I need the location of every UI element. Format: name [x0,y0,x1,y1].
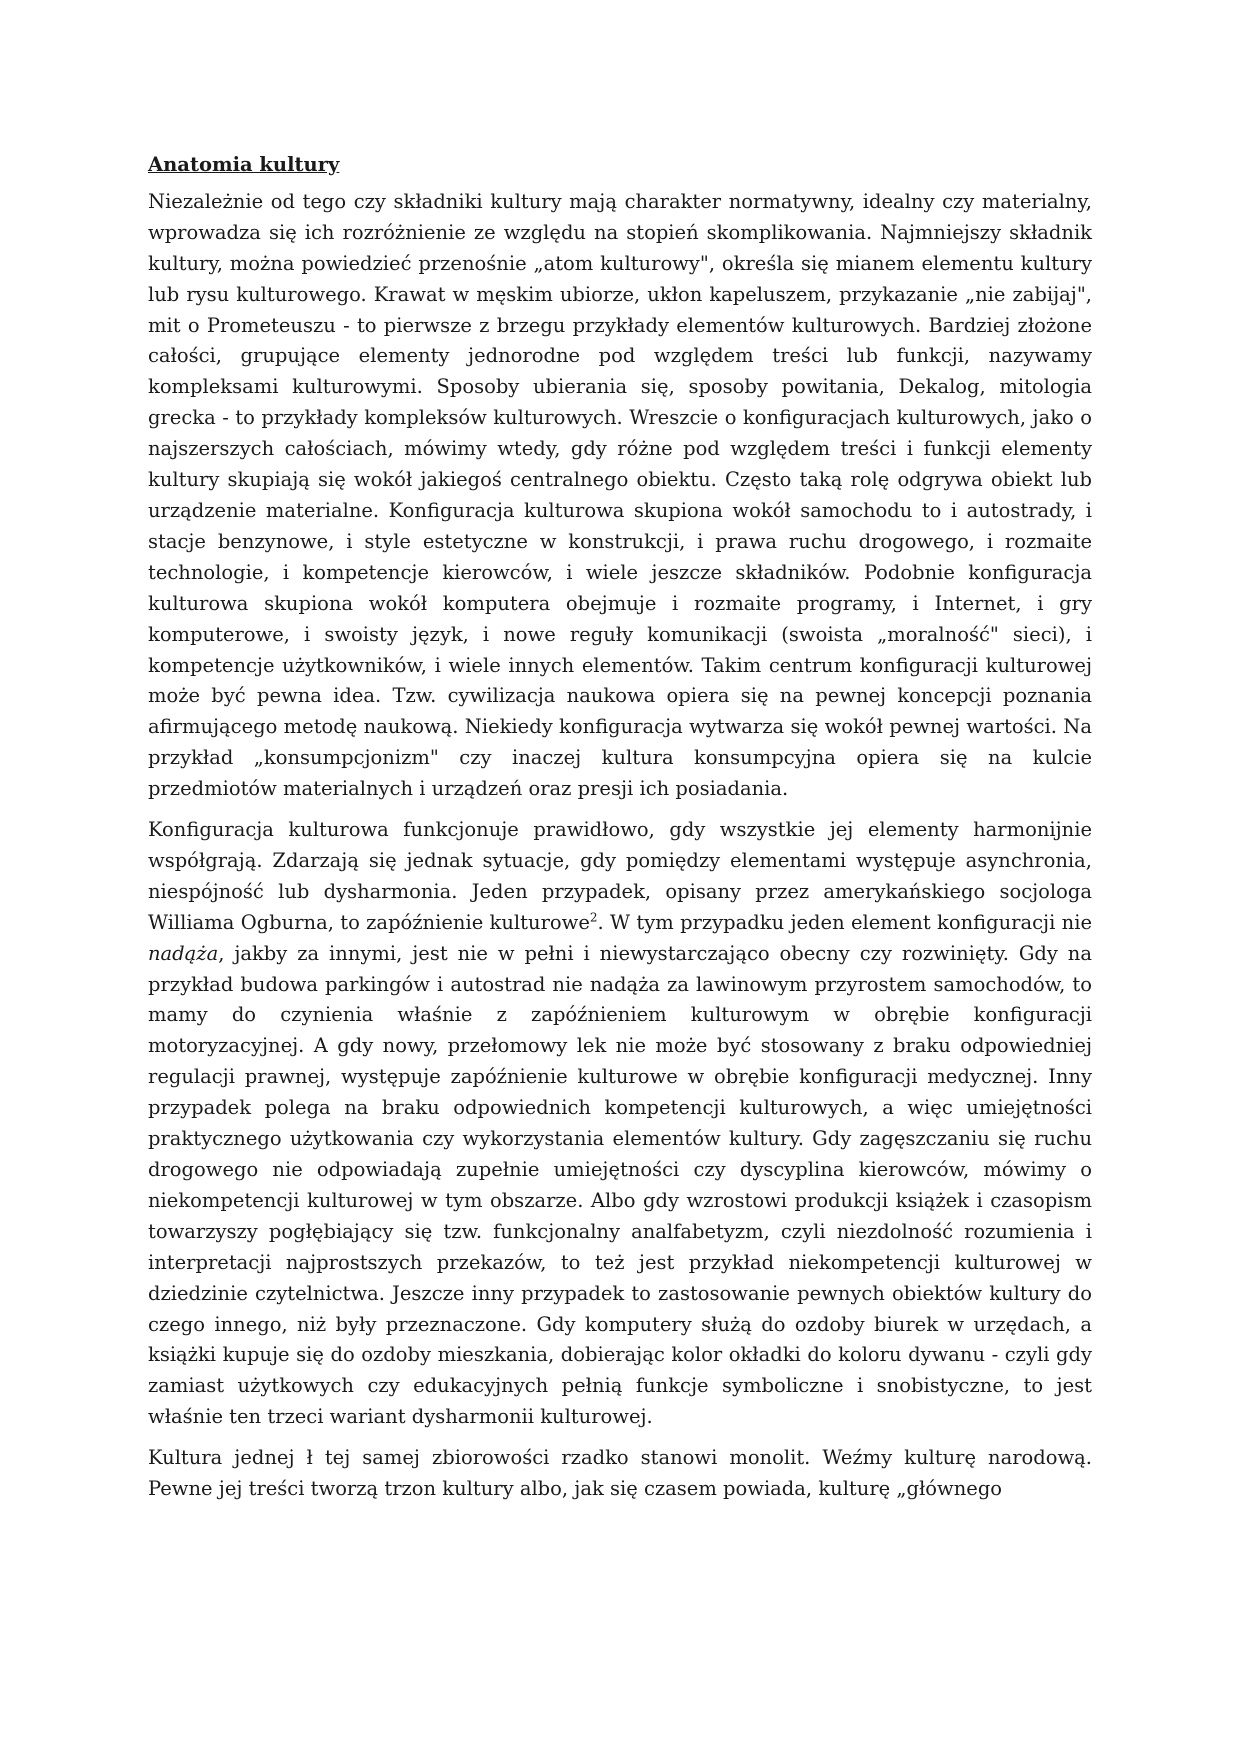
paragraph-2-text-middle: . W tym przypadku jeden element konfiguracji nie [597,910,1092,934]
paragraph-3: Kultura jednej ł tej samej zbiorowości rzadko stanowi monolit. Weźmy kulturę narodową. Pewne jej treści tworzą trzon kultury albo, jak się czasem powiada, kulturę „głównego [148,1446,1092,1501]
paragraph-2 [148,815,1092,1433]
paragraph-2-text-end: , jakby za innymi, jest nie w pełni i niewystarczająco obecny czy rozwinięty. Gdy na przykład budowa parkingów i autostrad nie nadąża za lawinowym przyrostem samochodów, to mamy do czynienia właśnie z zapóźnieniem kulturowym w obrębie konfiguracji motoryzacyjnej. A gdy nowy, przełomowy lek nie może być stosowany z braku odpowiedniej regulacji prawnej, występuje zapóźnienie kulturowe w obrębie konfiguracji medycznej. Inny przypadek polega na braku odpowiednich kompetencji kulturowych, a więc umiejętności praktycznego użytkowania czy wykorzystania elementów kultury. Gdy zagęszczaniu się ruchu drogowego nie odpowiadają zupełnie umiejętności czy dyscyplina kierowców, mówimy o niekompetencji kulturowej w tym obszarze. Albo gdy wzrostowi produkcji książek i czasopism towarzyszy pogłębiający się tzw. funkcjonalny analfabetyzm, czyli niezdolność rozumienia i interpretacji najprostszych przekazów, to też jest przykład niekompetencji kulturowej w dziedzinie czytelnictwa. Jeszcze inny przypadek to zastosowanie pewnych obiektów kultury do czego innego, niż były przeznaczone. Gdy komputery służą do ozdoby biurek w urzędach, a książki kupuje się do ozdoby mieszkania, dobierając kolor okładki do koloru dywanu - czyli gdy zamiast użytkowych czy edukacyjnych pełnią funkcje symboliczne i snobistyczne, to jest właśnie ten trzeci wariant dysharmonii kulturowej. [148,941,1092,1429]
document-title: Anatomia kultury [148,153,340,176]
footnote-reference: 2 [589,910,598,925]
paragraph-2-text-start: Konfiguracja kulturowa funkcjonuje prawidłowo, gdy wszystkie jej elementy harmonijnie współgrają. Zdarzają się jednak sytuacje, gdy pomiędzy elementami występuje asynchronia, niespójność lub dysharmonia. Jeden przypadek, opisany przez amerykańskiego socjologa Williama Ogburna, to zapóźnienie kulturowe [148,818,1092,934]
paragraph-1: Niezależnie od tego czy składniki kultury mają charakter normatywny, idealny czy materialny, wprowadza się ich rozróżnienie ze względu na stopień skomplikowania. Najmniejszy składnik kultury, można powiedzieć przenośnie „atom kulturowy", określa się mianem elementu kultury lub rysu kulturowego. Krawat w męskim ubiorze, ukłon kapeluszem, przykazanie „nie zabijaj", mit o Prometeuszu - to pierwsze z brzegu przykłady elementów kulturowych. Bardziej złożone całości, grupujące elementy jednorodne pod względem treści lub funkcji, nazywamy kompleksami kulturowymi. Sposoby ubierania się, sposoby powitania, Dekalog, mitologia grecka - to przykłady kompleksów kulturowych. Wreszcie o konfiguracjach kulturowych, jako o najszerszych całościach, mówimy wtedy, gdy różne pod względem treści i funkcji elementy kultury skupiają się wokół jakiegoś centralnego obiektu. Często taką rolę odgrywa obiekt lub urządzenie materialne. Konfiguracja kulturowa skupiona wokół samochodu to i autostrady, i stacje benzynowe, i style estetyczne w konstrukcji, i prawa ruchu drogowego, i rozmaite technologie, i kompetencje kierowców, i wiele jeszcze składników. Podobnie konfiguracja kulturowa skupiona wokół komputera obejmuje i rozmaite programy, i Internet, i gry komputerowe, i swoisty język, i nowe reguły komunikacji (swoista „moralność" sieci), i kompetencje użytkowników, i wiele innych elementów. Takim centrum konfiguracji kulturowej może być pewna idea. Tzw. cywilizacja naukowa opiera się na pewnej koncepcji poznania afirmującego metodę naukową. Niekiedy konfiguracja wytwarza się wokół pewnej wartości. Na przykład „konsumpcjonizm" czy inaczej kultura konsumpcyjna opiera się na kulcie przedmiotów materialnych i urządzeń oraz presji ich posiadania. [148,189,1092,801]
emphasized-word: nadąża [148,941,219,965]
document-body [148,150,1092,1515]
